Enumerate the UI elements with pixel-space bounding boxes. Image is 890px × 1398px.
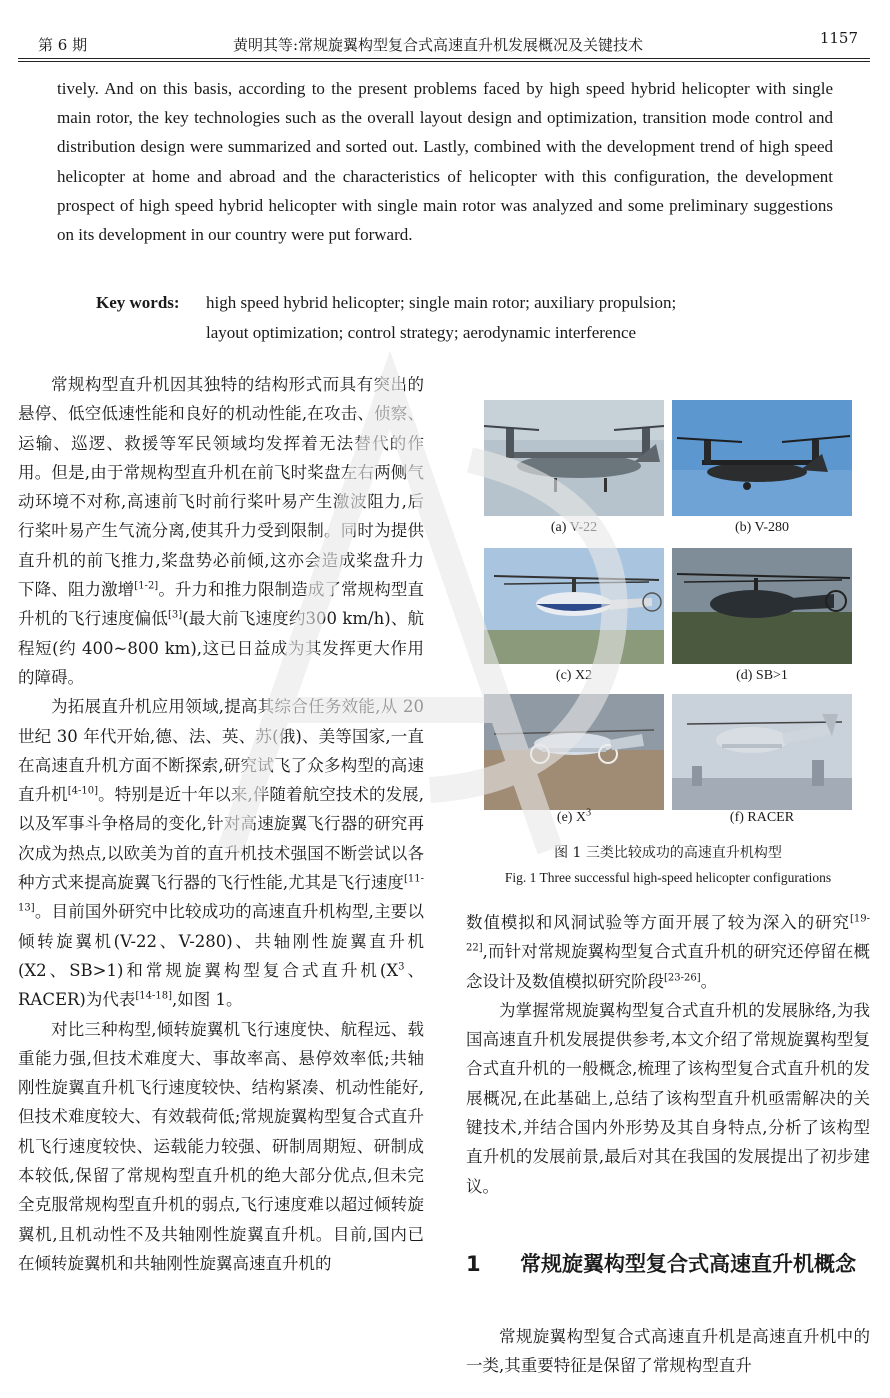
citation: [1-2]: [134, 580, 159, 592]
text-run: ,如图 1。: [172, 990, 243, 1010]
keywords-line-2: layout optimization; control strategy; aerodynamic interference: [206, 323, 637, 342]
header-rule: [18, 58, 870, 62]
subfigure-caption-b: [672, 520, 852, 536]
text-run: 。: [700, 971, 718, 991]
citation: [11-13]: [18, 873, 424, 914]
figure-1: [466, 392, 870, 902]
body-right-column: [466, 908, 870, 1201]
subfigure-caption-e: [484, 807, 664, 826]
text-run: 常规构型直升机因其独特的结构形式而具有突出的悬停、低空低速性能和良好的机动性能,在攻击、侦察、运输、巡逻、救援等军民领域均发挥着无法替代的作用。但是,由于常规构型直升机在前飞时桨盘左右两侧气动环境不对称,高速前飞时前行桨叶易产生激波阻力,后行桨叶易产生气流分离,使其升力受到限制。同时为提供直升机的前飞推力,桨盘势必前倾,这亦会造成桨盘升力下降、阻力激增: [18, 375, 424, 600]
text-run: 、RACER)为代表: [18, 960, 425, 1010]
text-run: 为拓展直升机应用领域,提高其综合任务效能,从 20 世纪 30 年代开始,德、法、英、苏(俄)、美等国家,一直在高速直升机方面不断探索,研究试飞了众多构型的高速直升机: [18, 697, 424, 805]
compound-helicopter-photo-icon: [484, 694, 664, 810]
citation: [14-18]: [135, 990, 173, 1002]
caption-text: (b) V-280: [734, 520, 790, 535]
keywords-line-1: high speed hybrid helicopter; single main rotor; auxiliary propulsion;: [206, 293, 677, 312]
body-paragraph: [466, 908, 870, 996]
body-paragraph: 为掌握常规旋翼构型复合式直升机的发展脉络,为我国高速直升机发展提供参考,本文介绍了常规旋翼构型复合式直升机的一般概念,梳理了该构型复合式直升机的发展概况,在此基础上,总结了该构型直升机亟需解决的关键技术,并结合国内外形势及其自身特点,分析了该构型直升机的发展前景,最后对其在我国的发展提出了初步建议。: [466, 1000, 870, 1196]
citation: [23-26]: [664, 972, 701, 984]
body-paragraph: [18, 692, 424, 1014]
caption-text: (f) RACER: [729, 810, 795, 825]
text-run: 数值模拟和风洞试验等方面开展了较为深入的研究: [466, 913, 850, 932]
helicopter-photo-c: [484, 548, 664, 664]
text-run: 。升力和推力限制造成了常规构型直升机的飞行速度偏低: [18, 580, 425, 629]
section-number: 1: [466, 1252, 481, 1276]
section-body: [466, 1322, 870, 1381]
subfigure-caption-f: [672, 810, 852, 826]
figure-caption-english: Fig. 1 Three successful high-speed helicopter configurations: [504, 870, 832, 885]
coaxial-helicopter-photo-icon: [672, 548, 852, 664]
helicopter-photo-a: [484, 400, 664, 516]
figure-caption-chinese: 图 1 三类比较成功的高速直升机构型: [554, 845, 782, 861]
tiltrotor-photo-icon: [484, 400, 664, 516]
caption-text: (e) X: [556, 810, 587, 825]
abstract-english: tively. And on this basis, according to the present problems faced by high speed hybrid helicopter with single main rotor, the key technologies such as the overall layout design and optimization, transition mode control and distribution design were summarized and sorted out. Lastly, combined with the development trend of high speed helicopter at home and abroad and the characteristics of helicopter with this configuration, the development prospect of high speed hybrid helicopter with single main rotor was analyzed and some preliminary suggestions on its development in our country were put forward.: [57, 79, 833, 245]
text-run: (最大前飞速度约300 km/h)、航程短(约 400~800 km),这已日益成为其发挥更大作用的障碍。: [18, 609, 425, 687]
issue-number: 第 6 期: [38, 36, 88, 54]
text-run: 。目前国外研究中比较成功的高速直升机构型,主要以倾转旋翼机(V-22、V-280)、共轴刚性旋翼直升机(X2、SB>1)和常规旋翼构型复合式直升机(X: [18, 902, 424, 980]
body-left-column: [18, 370, 424, 1278]
caption-text: (a) V-22: [550, 520, 598, 535]
superscript: 3: [586, 807, 592, 819]
coaxial-helicopter-photo-icon: [484, 548, 664, 664]
citation: [3]: [168, 609, 183, 621]
caption-text: (d) SB>1: [736, 668, 788, 683]
body-paragraph: [18, 370, 424, 692]
helicopter-photo-b: [672, 400, 852, 516]
subfigure-caption-c: [484, 668, 664, 684]
citation: [19-22]: [466, 913, 870, 954]
subfigure-caption-a: [484, 520, 664, 536]
helicopter-photo-f: [672, 694, 852, 810]
citation: [4-10]: [67, 785, 99, 797]
section-title: 常规旋翼构型复合式高速直升机概念: [520, 1252, 856, 1276]
subfigure-caption-d: [672, 668, 852, 684]
caption-text: (c) X2: [555, 668, 593, 683]
page-header: [18, 26, 870, 56]
body-paragraph: 常规旋翼构型复合式高速直升机是高速直升机中的一类,其重要特征是保留了常规构型直升: [466, 1327, 870, 1376]
page-number: 1157: [819, 29, 858, 47]
running-title: 黄明其等:常规旋翼构型复合式高速直升机发展概况及关键技术: [233, 36, 644, 54]
text-run: 。特别是近十年以来,伴随着航空技术的发展,以及军事斗争格局的变化,针对高速旋翼飞行器的研究再次成为热点,以欧美为首的直升机技术强国不断尝试以各种方式来提高旋翼飞行器的飞行性能,尤其是飞行速度: [18, 785, 424, 893]
helicopter-photo-d: [672, 548, 852, 664]
compound-helicopter-photo-icon: [672, 694, 852, 810]
helicopter-photo-e: [484, 694, 664, 810]
body-paragraph: 对比三种构型,倾转旋翼机飞行速度快、航程远、载重能力强,但技术难度大、事故率高、悬停效率低;共轴刚性旋翼直升机飞行速度较快、结构紧凑、机动性能好,但技术难度较大、有效载荷低;常规旋翼构型复合式直升机飞行速度较快、运载能力较强、研制周期短、研制成本较低,保留了常规构型直升机的绝大部分优点,但未完全克服常规构型直升机的弱点,飞行速度难以超过倾转旋翼机,且机动性不及共轴刚性旋翼直升机。目前,国内已在倾转旋翼机和共轴刚性旋翼高速直升机的: [18, 1019, 424, 1273]
tiltrotor-photo-icon: [672, 400, 852, 516]
keywords-label: Key words:: [96, 293, 180, 312]
text-run: ,而针对常规旋翼构型复合式直升机的研究还停留在概念设计及数值模拟研究阶段: [466, 942, 870, 991]
superscript: 3: [398, 961, 405, 973]
